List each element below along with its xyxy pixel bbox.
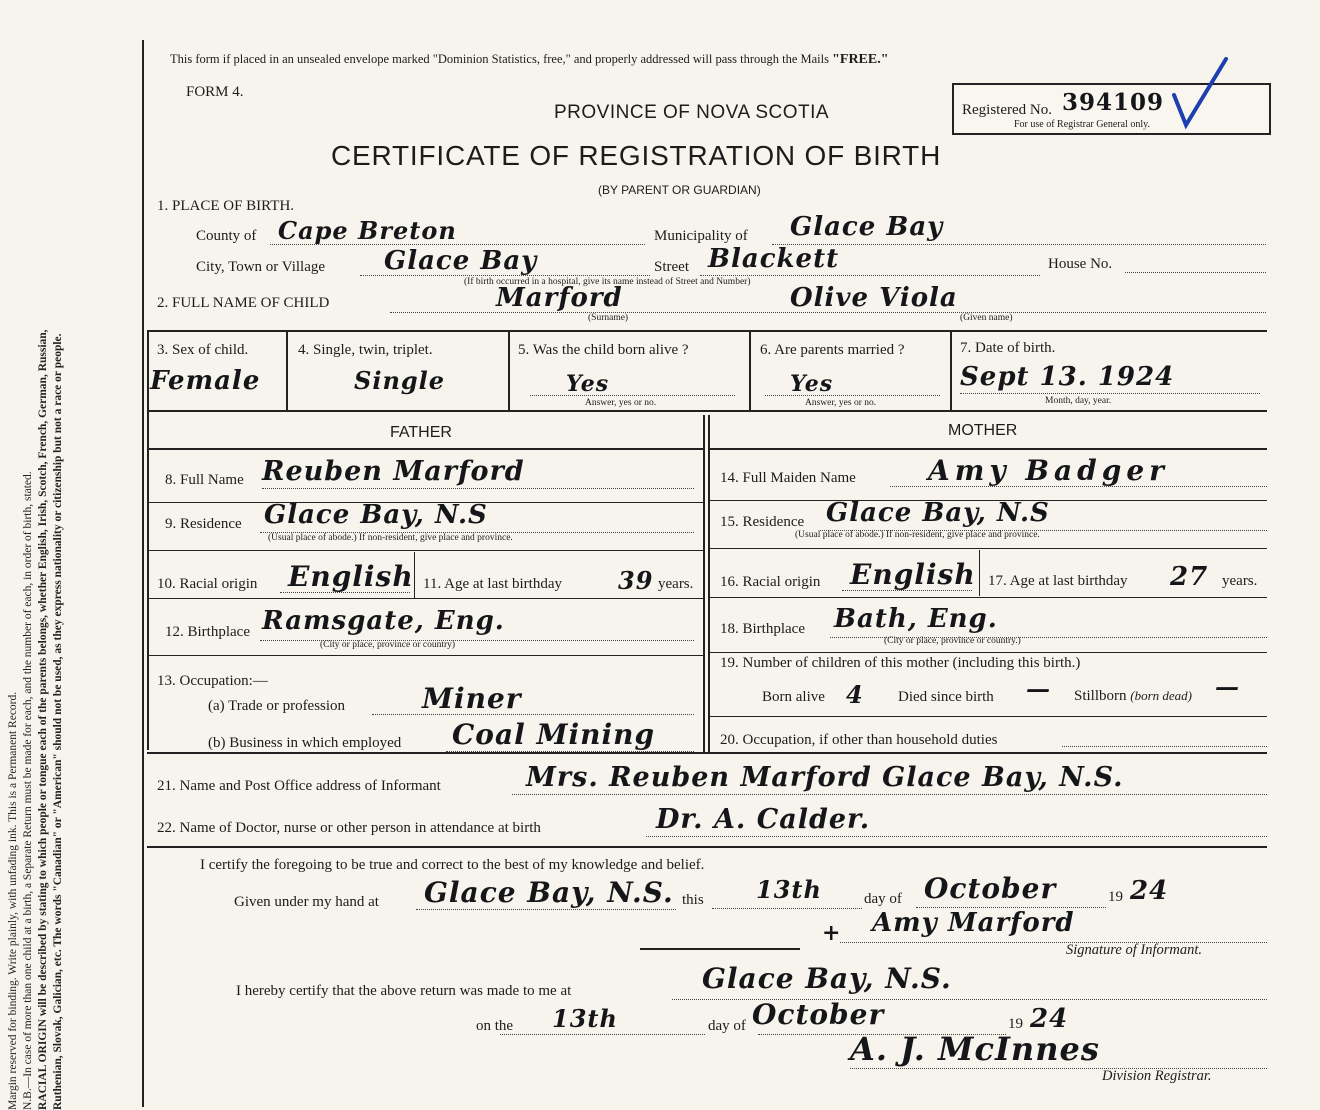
mother-name-value[interactable]: Amy Badger bbox=[928, 454, 1169, 487]
father-years-label: years. bbox=[658, 576, 694, 592]
alive-label: 5. Was the child born alive ? bbox=[518, 342, 689, 358]
street-line bbox=[700, 275, 1040, 276]
registered-label: Registered No. bbox=[962, 102, 1052, 118]
informant-label: 21. Name and Post Office address of Informant bbox=[157, 778, 441, 794]
mother-row-rule-4 bbox=[708, 652, 1267, 653]
house-no-label: House No. bbox=[1048, 256, 1113, 272]
cert-year-prefix: 19 bbox=[1108, 889, 1123, 905]
father-heading: FATHER bbox=[390, 424, 452, 441]
registrar-statement: I hereby certify that the above return was made to me at bbox=[236, 983, 572, 999]
cert-day-of-label: day of bbox=[864, 891, 902, 907]
city-value[interactable]: Glace Bay bbox=[384, 246, 538, 276]
dob-value[interactable]: Sept 13. 1924 bbox=[960, 362, 1175, 392]
mother-residence-label: 15. Residence bbox=[720, 514, 805, 530]
mother-row-rule-2 bbox=[708, 548, 1267, 549]
registered-number: 394109 bbox=[1062, 89, 1165, 116]
parents-divider-b bbox=[708, 415, 710, 752]
city-label: City, Town or Village bbox=[196, 259, 326, 275]
mother-header-rule bbox=[708, 448, 1267, 450]
father-racial-divider bbox=[414, 552, 415, 598]
street-value[interactable]: Blackett bbox=[708, 244, 840, 274]
registrar-day-of-label: day of bbox=[708, 1018, 746, 1034]
informant-value[interactable]: Mrs. Reuben Marford Glace Bay, N.S. bbox=[526, 762, 1124, 793]
mother-row-rule-5 bbox=[708, 716, 1267, 717]
signature-cross-mark: + bbox=[822, 920, 842, 946]
registrar-note: For use of Registrar General only. bbox=[1014, 119, 1150, 130]
mother-residence-caption: (Usual place of abode.) If non-resident, give place and province. bbox=[795, 530, 1040, 540]
margin-note-4: Ruthenian, Slovak, Galician, etc. The words "Canadian" or "American" should not be used, as they express nationality or citizenship but not a race or people. bbox=[52, 333, 64, 1110]
dob-line bbox=[960, 393, 1260, 394]
form-left-rule bbox=[147, 330, 149, 750]
alive-value[interactable]: Yes bbox=[566, 371, 610, 397]
doctor-line bbox=[646, 836, 1267, 837]
margin-note-2: N.B.—In case of more than one child at a birth, a Separate Return must be made for each, and the number of each, in order of birth, stated. bbox=[22, 471, 34, 1110]
row3-divider-4 bbox=[950, 330, 952, 410]
married-caption: Answer, yes or no. bbox=[805, 398, 877, 408]
certificate-subtitle: (BY PARENT OR GUARDIAN) bbox=[598, 183, 761, 197]
died-since-birth-value[interactable]: — bbox=[1026, 674, 1051, 703]
registrar-day-value[interactable]: 13th bbox=[552, 1004, 618, 1033]
married-label: 6. Are parents married ? bbox=[760, 342, 905, 358]
dob-caption: Month, day, year. bbox=[1045, 396, 1112, 406]
hospital-note: (If birth occurred in a hospital, give its name instead of Street and Number) bbox=[464, 277, 751, 287]
father-business-value[interactable]: Coal Mining bbox=[452, 718, 656, 751]
municipality-value[interactable]: Glace Bay bbox=[790, 212, 944, 242]
father-residence-value[interactable]: Glace Bay, N.S bbox=[264, 500, 488, 530]
doctor-value[interactable]: Dr. A. Calder. bbox=[656, 804, 871, 835]
stillborn-value[interactable]: — bbox=[1215, 672, 1240, 701]
single-label: 4. Single, twin, triplet. bbox=[298, 342, 433, 358]
single-value[interactable]: Single bbox=[354, 366, 446, 395]
street-label: Street bbox=[654, 259, 689, 275]
given-under-label: Given under my hand at bbox=[234, 894, 379, 910]
margin-note-3: RACIAL ORIGIN will be described by stating to which people or tongue each of the parents belongs, whether English, Irish, Scotch, French, German, Russian, bbox=[37, 329, 49, 1110]
mother-racial-value[interactable]: English bbox=[850, 558, 976, 591]
mother-racial-label: 16. Racial origin bbox=[720, 574, 821, 590]
informant-signature-mark-line bbox=[640, 948, 800, 950]
father-residence-caption: (Usual place of abode.) If non-resident, give place and province. bbox=[268, 533, 513, 543]
father-residence-label: 9. Residence bbox=[165, 516, 242, 532]
father-birthplace-caption: (City or place, province or country) bbox=[320, 640, 456, 650]
father-name-value[interactable]: Reuben Marford bbox=[262, 456, 525, 487]
given-caption: (Given name) bbox=[960, 313, 1013, 323]
place-of-birth-heading: 1. PLACE OF BIRTH. bbox=[157, 198, 295, 214]
binding-margin-line bbox=[142, 40, 144, 1107]
mail-notice: This form if placed in an unsealed envelope marked "Dominion Statistics, free," and properly addressed will pass through the Mails "FREE." bbox=[170, 52, 889, 67]
informant-line bbox=[512, 794, 1267, 795]
row3-bottom-rule bbox=[147, 410, 1267, 412]
sex-value[interactable]: Female bbox=[150, 366, 261, 396]
mother-children-label: 19. Number of children of this mother (including this birth.) bbox=[720, 655, 1081, 671]
registrar-signature-caption: Division Registrar. bbox=[1102, 1068, 1212, 1084]
check-mark-icon bbox=[1170, 55, 1230, 135]
informant-signature-value[interactable]: Amy Marford bbox=[872, 908, 1075, 938]
certificate-title: CERTIFICATE OF REGISTRATION OF BIRTH bbox=[331, 140, 942, 171]
parents-bottom-rule bbox=[147, 752, 1267, 754]
registrar-signature-value[interactable]: A. J. McInnes bbox=[850, 1030, 1100, 1068]
registrar-year-value[interactable]: 24 bbox=[1030, 1004, 1069, 1034]
row3-divider-1 bbox=[286, 330, 288, 410]
mother-heading: MOTHER bbox=[948, 422, 1018, 439]
registrar-month-value[interactable]: October bbox=[752, 998, 885, 1031]
mother-age-value[interactable]: 27 bbox=[1170, 562, 1209, 592]
father-age-label: 11. Age at last birthday bbox=[423, 576, 562, 592]
father-racial-value[interactable]: English bbox=[288, 560, 414, 593]
informant-signature-line bbox=[840, 942, 1267, 943]
sex-label: 3. Sex of child. bbox=[157, 342, 249, 358]
father-row-rule-4 bbox=[147, 655, 703, 656]
born-alive-label: Born alive bbox=[762, 689, 825, 705]
mother-occupation-label: 20. Occupation, if other than household duties bbox=[720, 732, 998, 748]
province-heading: PROVINCE OF NOVA SCOTIA bbox=[554, 102, 830, 123]
row3-top-rule bbox=[147, 330, 1267, 332]
binding-margin-notes bbox=[6, 110, 138, 1110]
registrar-on-the-label: on the bbox=[476, 1018, 514, 1034]
child-given-value[interactable]: Olive Viola bbox=[790, 283, 958, 313]
child-surname-value[interactable]: Marford bbox=[496, 283, 623, 313]
dob-label: 7. Date of birth. bbox=[960, 340, 1056, 356]
father-birthplace-label: 12. Birthplace bbox=[165, 624, 250, 640]
given-place-value[interactable]: Glace Bay, N.S. bbox=[424, 876, 674, 909]
father-name-label: 8. Full Name bbox=[165, 472, 244, 488]
born-alive-value[interactable]: 4 bbox=[846, 680, 864, 709]
mother-birthplace-label: 18. Birthplace bbox=[720, 621, 805, 637]
county-label: County of bbox=[196, 228, 257, 244]
alive-line bbox=[530, 395, 735, 396]
given-place-line bbox=[416, 909, 676, 910]
died-since-birth-label: Died since birth bbox=[898, 689, 994, 705]
informant-signature-caption: Signature of Informant. bbox=[1066, 942, 1203, 958]
margin-note-1: Margin reserved for binding. Write plainly, with unfading ink. This is a Permanent Record. bbox=[7, 691, 19, 1110]
mother-racial-divider bbox=[979, 550, 980, 596]
cert-day-value[interactable]: 13th bbox=[756, 875, 822, 904]
municipality-label: Municipality of bbox=[654, 228, 748, 244]
cert-day-line bbox=[712, 908, 862, 909]
surname-caption: (Surname) bbox=[588, 313, 629, 323]
father-occupation-label: 13. Occupation:— bbox=[157, 673, 268, 689]
alive-caption: Answer, yes or no. bbox=[585, 398, 657, 408]
father-racial-label: 10. Racial origin bbox=[157, 576, 258, 592]
father-age-value[interactable]: 39 bbox=[618, 566, 654, 595]
house-no-line bbox=[1125, 272, 1266, 273]
cert-year-value[interactable]: 24 bbox=[1130, 876, 1169, 906]
father-business-label: (b) Business in which employed bbox=[208, 735, 402, 751]
registrar-year-prefix: 19 bbox=[1008, 1016, 1023, 1032]
father-trade-line bbox=[372, 714, 694, 715]
row3-divider-3 bbox=[749, 330, 751, 410]
father-header-rule bbox=[147, 448, 703, 450]
certification-statement: I certify the foregoing to be true and correct to the best of my knowledge and belief. bbox=[200, 857, 705, 873]
child-name-label: 2. FULL NAME OF CHILD bbox=[157, 295, 330, 311]
mother-row-rule-3 bbox=[708, 597, 1267, 598]
this-label: this bbox=[682, 892, 704, 908]
mother-name-label: 14. Full Maiden Name bbox=[720, 470, 856, 486]
certification-top-rule bbox=[147, 846, 1267, 848]
form-number: FORM 4. bbox=[186, 84, 244, 100]
father-row-rule-3 bbox=[147, 598, 703, 599]
father-trade-label: (a) Trade or profession bbox=[208, 698, 346, 714]
municipality-line bbox=[772, 244, 1266, 245]
father-birthplace-value[interactable]: Ramsgate, Eng. bbox=[262, 606, 505, 636]
cert-month-value[interactable]: October bbox=[924, 872, 1057, 905]
parents-divider-a bbox=[703, 415, 705, 752]
father-row-rule-2 bbox=[147, 550, 703, 551]
father-name-line bbox=[262, 488, 694, 489]
doctor-label: 22. Name of Doctor, nurse or other person in attendance at birth bbox=[157, 820, 541, 836]
mother-birthplace-caption: (City or place, province or country.) bbox=[884, 636, 1021, 646]
registrar-day-line bbox=[500, 1034, 705, 1035]
county-value[interactable]: Cape Breton bbox=[278, 216, 457, 245]
row3-divider-2 bbox=[508, 330, 510, 410]
mother-age-label: 17. Age at last birthday bbox=[988, 573, 1128, 589]
mother-years-label: years. bbox=[1222, 573, 1258, 589]
married-value[interactable]: Yes bbox=[790, 371, 834, 397]
father-trade-value[interactable]: Miner bbox=[422, 682, 522, 715]
mother-occupation-line bbox=[1062, 746, 1267, 747]
mother-residence-value[interactable]: Glace Bay, N.S bbox=[826, 498, 1050, 528]
registrar-place-value[interactable]: Glace Bay, N.S. bbox=[702, 962, 952, 995]
stillborn-label: Stillborn (born dead) bbox=[1074, 688, 1193, 704]
mother-birthplace-value[interactable]: Bath, Eng. bbox=[834, 604, 998, 634]
